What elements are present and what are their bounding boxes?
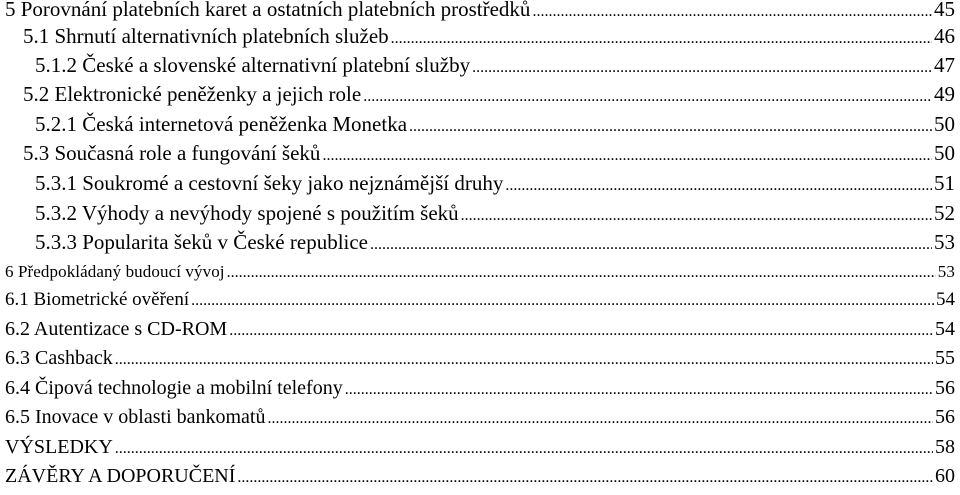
toc-entry-page: 46 (934, 24, 955, 48)
toc-leader-dots (409, 118, 932, 136)
toc-entry-title: 6 Předpokládaný budoucí vývoj (5, 262, 225, 281)
toc-entry-page: 50 (934, 112, 955, 136)
toc-entry[interactable] (0, 289, 955, 311)
toc-entry-title: ZÁVĚRY A DOPORUČENÍ (5, 465, 236, 487)
toc-entry-title: 6.2 Autentizace s CD-ROM (5, 318, 228, 340)
toc-entry-page: 56 (935, 406, 955, 428)
toc-entry-title: 5.3 Současná role a fungování šeků (23, 141, 321, 165)
toc-entry[interactable] (0, 436, 955, 459)
toc-entry-title: 5.1.2 České a slovenské alternativní platební služby (35, 53, 471, 77)
toc-leader-dots (191, 292, 934, 310)
toc-leader-dots (322, 147, 932, 165)
toc-entry[interactable] (0, 82, 955, 107)
toc-entry-page: 51 (934, 171, 955, 195)
toc-entry[interactable] (0, 318, 955, 341)
toc-entry-page: 49 (934, 82, 955, 106)
toc-entry-page: 50 (934, 141, 955, 165)
toc-entry-page: 53 (937, 262, 955, 281)
toc-leader-dots (461, 207, 932, 225)
toc-entry[interactable] (0, 406, 955, 429)
toc-entry-page: 54 (936, 289, 955, 310)
toc-entry[interactable] (0, 53, 955, 78)
toc-entry-title: VÝSLEDKY (5, 436, 113, 458)
toc-entry-title: 6.5 Inovace v oblasti bankomatů (5, 406, 266, 428)
toc-entry-page: 53 (934, 230, 955, 254)
toc-entry-page: 54 (935, 318, 955, 340)
toc-entry-page: 52 (934, 201, 955, 225)
toc-entry[interactable] (0, 377, 955, 400)
toc-leader-dots (532, 3, 932, 21)
toc-entry-title: 5 Porovnání platebních karet a ostatních platebních prostředků (5, 0, 531, 21)
toc-entry-title: 5.3.3 Popularita šeků v České republice (35, 230, 369, 254)
toc-leader-dots (115, 351, 933, 369)
toc-entry[interactable] (0, 112, 955, 137)
toc-entry-title: 6.4 Čipová technologie a mobilní telefony (5, 377, 343, 399)
toc-entry-page: 55 (935, 347, 955, 369)
toc-entry[interactable] (0, 201, 955, 226)
toc-entry[interactable] (0, 230, 955, 255)
toc-entry-title: 5.2 Elektronické peněženky a jejich role (23, 82, 362, 106)
toc-leader-dots (391, 30, 932, 48)
toc-entry[interactable] (0, 24, 955, 49)
toc-leader-dots (229, 322, 933, 340)
toc-leader-dots (268, 410, 934, 428)
toc-leader-dots (115, 440, 933, 458)
toc-leader-dots (505, 177, 932, 195)
toc-leader-dots (237, 469, 933, 487)
toc-entry-title: 5.2.1 Česká internetová peněženka Monetka (35, 112, 408, 136)
toc-entry-page: 56 (935, 377, 955, 399)
toc-entry[interactable] (0, 0, 955, 22)
toc-entry-title: 5.3.2 Výhody a nevýhody spojené s použitím šeků (35, 201, 459, 225)
toc-leader-dots (345, 381, 933, 399)
toc-entry-page: 45 (934, 0, 955, 21)
toc-entry[interactable] (0, 141, 955, 166)
toc-leader-dots (227, 264, 936, 282)
toc-entry-page: 60 (935, 465, 955, 487)
toc-entry-title: 5.3.1 Soukromé a cestovní šeky jako nejznámější druhy (35, 171, 504, 195)
toc-entry-title: 5.1 Shrnutí alternativních platebních služeb (23, 24, 389, 48)
toc-entry-title: 6.3 Cashback (5, 347, 113, 369)
toc-entry-page: 47 (934, 53, 955, 77)
toc-entry[interactable] (0, 171, 955, 196)
toc-entry[interactable] (0, 347, 955, 370)
toc-entry[interactable] (0, 262, 955, 282)
toc-leader-dots (370, 236, 932, 254)
toc-entry-title: 6.1 Biometrické ověření (5, 289, 190, 310)
toc-leader-dots (363, 88, 932, 106)
toc-leader-dots (472, 59, 932, 77)
toc-entry[interactable] (0, 465, 955, 488)
toc-entry-page: 58 (935, 436, 955, 458)
